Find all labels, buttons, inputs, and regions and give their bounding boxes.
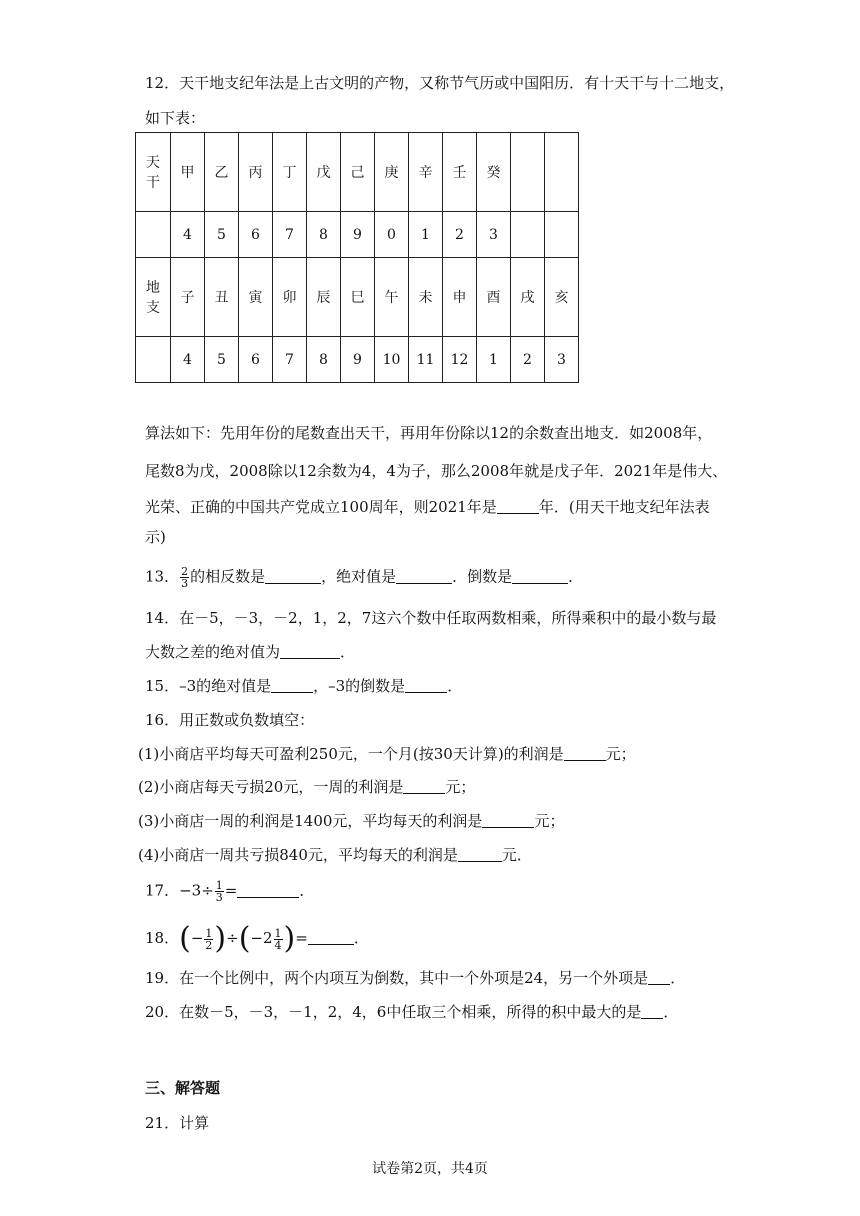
dizhi-row: [136, 258, 579, 337]
answer-blank[interactable]: [237, 883, 299, 898]
dizhi-number-cell: 9: [341, 337, 375, 383]
q13-line: 13． $\frac{2}{3}$ 的相反数是 ，绝对值是 ．倒数是 ．: [145, 565, 584, 590]
q14-line1: 14．在－5，－3，－2，1，2，7这六个数中任取两数相乘，所得乘积中的最小数与最: [145, 609, 717, 627]
answer-blank[interactable]: [396, 569, 452, 584]
q17-line: 17．−3÷ $\frac{1}{3}$ = ．: [145, 879, 315, 904]
dizhi-cell: 酉: [477, 258, 511, 337]
tiangan-number-row: [136, 212, 579, 258]
answer-blank[interactable]: [512, 569, 568, 584]
answer-blank[interactable]: [482, 813, 534, 828]
fraction: $\frac{1}{4}$: [274, 926, 282, 952]
answer-blank[interactable]: [641, 1004, 663, 1019]
tiangan-cell: 戊: [307, 133, 341, 212]
answer-blank[interactable]: [458, 847, 502, 862]
q20-line: 20．在数－5，－3，－1，2，4，6中任取三个相乘，所得的积中最大的是 ．: [145, 1003, 679, 1021]
dizhi-number-row: [136, 337, 579, 383]
dizhi-cell: 子: [171, 258, 205, 337]
tiangan-number-cell: 9: [341, 212, 375, 258]
tiangan-cell: 乙: [205, 133, 239, 212]
page-footer: 试卷第2页，共4页: [372, 1161, 488, 1177]
tiangan-number-cell: 5: [205, 212, 239, 258]
tiangan-number-cell: 6: [239, 212, 273, 258]
tiangan-cell: 丙: [239, 133, 273, 212]
dizhi-cell: 未: [409, 258, 443, 337]
tiangan-number-cell: 0: [375, 212, 409, 258]
tiangan-number-cell: [511, 212, 545, 258]
dizhi-cell: 卯: [273, 258, 307, 337]
fraction: $\frac{1}{2}$: [205, 926, 213, 952]
answer-blank[interactable]: [405, 678, 447, 693]
tiangan-row: [136, 133, 579, 212]
q18-line: 18．(− $\frac{1}{2}$ )÷(−2 $\frac{1}{4}$ )= ．: [145, 921, 369, 956]
q12-algo-line4: 示): [145, 528, 166, 546]
dizhi-cell: 寅: [239, 258, 273, 337]
q16-title: 16．用正数或负数填空：: [145, 711, 315, 729]
tiangan-number-cell: 1: [409, 212, 443, 258]
dizhi-number-cell: 7: [273, 337, 307, 383]
tiangan-number-cell: 2: [443, 212, 477, 258]
q15-line: 15．–3的绝对值是 ，–3的倒数是 ．: [145, 677, 463, 695]
q16-part3: (3)小商店一周的利润是1400元，平均每天的利润是 元；: [138, 812, 565, 830]
answer-blank[interactable]: [564, 746, 606, 761]
dizhi-number-cell: 12: [443, 337, 477, 383]
q12-intro-line2: 如下表：: [145, 109, 206, 127]
answer-blank[interactable]: [308, 930, 354, 945]
tiangan-number-cell: 3: [477, 212, 511, 258]
dizhi-number-cell: 3: [545, 337, 579, 383]
dizhi-cell: 巳: [341, 258, 375, 337]
dizhi-number-cell: 1: [477, 337, 511, 383]
dizhi-number-cell: 4: [171, 337, 205, 383]
q16-part2: (2)小商店每天亏损20元，一周的利润是 元；: [138, 778, 476, 796]
empty-cell: [136, 337, 171, 383]
dizhi-number-cell: 11: [409, 337, 443, 383]
dizhi-number-cell: 6: [239, 337, 273, 383]
q16-part1: (1)小商店平均每天可盈利250元，一个月(按30天计算)的利润是 元；: [138, 745, 636, 763]
tiangan-cell: 辛: [409, 133, 443, 212]
fraction: $\frac{1}{3}$: [215, 879, 223, 904]
answer-blank[interactable]: [271, 678, 313, 693]
tiangan-cell: 壬: [443, 133, 477, 212]
tiangan-cell: 己: [341, 133, 375, 212]
tiangan-number-cell: [545, 212, 579, 258]
tiangan-number-cell: 7: [273, 212, 307, 258]
tiangan-cell: [545, 133, 579, 212]
q14-line2: 大数之差的绝对值为 ．: [145, 643, 356, 661]
answer-blank[interactable]: [497, 499, 539, 514]
q16-part4: (4)小商店一周共亏损840元，平均每天的利润是 元．: [138, 846, 532, 864]
dizhi-cell: 丑: [205, 258, 239, 337]
tiangan-cell: 癸: [477, 133, 511, 212]
dizhi-cell: 戌: [511, 258, 545, 337]
section-heading: 三、解答题: [145, 1079, 221, 1097]
tiangan-cell: 庚: [375, 133, 409, 212]
dizhi-cell: 申: [443, 258, 477, 337]
tiangan-label: 天 干: [136, 133, 171, 212]
dizhi-cell: 午: [375, 258, 409, 337]
q12-algo-line2: 尾数8为戊，2008除以12余数为4，4为子，那么2008年就是戊子年．2021年是伟大、: [145, 462, 728, 480]
tiangan-cell: [511, 133, 545, 212]
dizhi-label: 地 支: [136, 258, 171, 337]
fraction: $\frac{2}{3}$: [181, 565, 189, 590]
dizhi-number-cell: 10: [375, 337, 409, 383]
tiangan-number-cell: 8: [307, 212, 341, 258]
q12-algo-line1: 算法如下：先用年份的尾数查出天干，再用年份除以12的余数查出地支．如2008年，: [145, 424, 713, 442]
dizhi-number-cell: 8: [307, 337, 341, 383]
answer-blank[interactable]: [265, 569, 321, 584]
dizhi-cell: 亥: [545, 258, 579, 337]
tiangan-cell: 甲: [171, 133, 205, 212]
q19-line: 19．在一个比例中，两个内项互为倒数，其中一个外项是24，另一个外项是 ．: [145, 969, 686, 987]
tiangan-number-cell: 4: [171, 212, 205, 258]
dizhi-number-cell: 5: [205, 337, 239, 383]
dizhi-number-cell: 2: [511, 337, 545, 383]
tiangan-cell: 丁: [273, 133, 307, 212]
q21-line: 21．计算: [145, 1114, 210, 1132]
empty-cell: [136, 212, 171, 258]
answer-blank[interactable]: [648, 970, 670, 985]
q12-algo-line3: 光荣、正确的中国共产党成立100周年，则2021年是 年．(用天干地支纪年法表: [145, 498, 710, 516]
tiangan-dizhi-table: [135, 132, 579, 383]
answer-blank[interactable]: [280, 644, 340, 659]
answer-blank[interactable]: [403, 779, 445, 794]
q12-intro-line1: 12．天干地支纪年法是上古文明的产物，又称节气历或中国阳历．有十天干与十二地支，: [145, 74, 735, 92]
dizhi-cell: 辰: [307, 258, 341, 337]
